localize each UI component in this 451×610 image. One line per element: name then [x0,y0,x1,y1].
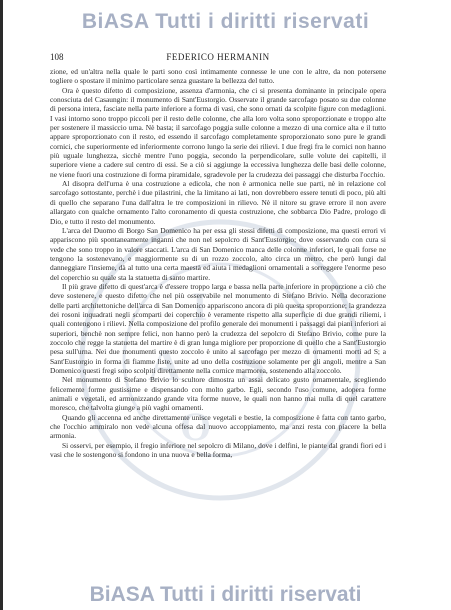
paragraph: zione, ed un'altra nella quale le parti sono così intimamente connesse le une con le altre, da non potersene togliere o spostare il minimo particolare senza guastare la bellezza del tutto. [50,67,386,86]
svg-text:S: S [240,339,266,390]
paragraph: Si osservi, per esempio, il fregio inferiore nel sepolcro di Milano, dove i delfini, le piante dal grandi fiori ed i vasi che le sostengono si fondono in una nuova e bella forma, [50,440,386,460]
svg-text:I: I [192,284,208,329]
paragraph: Al disopra dell'urna è una costruzione a edicola, che non è armonica nelle sue parti, nè in relazione col sarcofago sottostante, perchè i due pilastrini, che la limitano ai lati, non dovrebbero essere tenuti di poco, più alti di quello che separano l'una dall'altra le tre composizioni in rilievo. Nè il nitore su grave errore il non avere allargato con qualche ornamento l'alto coronamento di questa costruzione, che sobbarca Dio Padre, prologo di Dio, e tutto il resto del monumento. [50,179,386,226]
paragraph: Nel monumento di Stefano Brivio lo scultore dimostra un assai delicato gusto ornamentale, scegliendo felicemente forme gustissime e dispensando con molto garbo. Egli, secondo l'uso comune, adopera forme animali e vegetali, ed armonizzando grande vita forme nuove, le quali non hanno mai nulla di quel carattere moresco, che talvolta giunge a più vaghi ornamenti. [50,375,386,413]
running-title: FEDERICO HERMANIN [166,52,270,62]
body-text [50,67,386,587]
paragraph: Quando gli accenna ed anche direttamente unisce vegetali e bestie, la composizione è fatta con tanto garbo, che l'occhio ammiralo non vede alcuna offesa dal nuovo accoppiamento, ma anzi resta con piacere la bella armonia. [50,412,386,441]
page-header [50,52,386,64]
watermark-bottom: BiASA Tutti i diritti riservati [89,583,362,606]
svg-text:O: O [180,404,212,449]
paragraph: Ora è questo difetto di composizione, assenza d'armonia, che ci si presenta dominante in principale opera conosciuta del Casaungin: il monumento di Sant'Eustorgio. Osservate il grande sarcofago posato su due colonne di persona intera, fasciate nella parte inferiore a forma di vasi, che sono ornati da scolpite figure con medaglioni. I vasi intorno sono troppo piccoli per il resto delle colonne, che alla loro volta sono sproporzionate e troppo alte per sostenere il massiccio urna. Nè basta; il sarcofago poggia sulle colonne a mezzo di una cornice alta e il tutto appare sproporzionato con il resto, ed essendo il sarcofago completamente sproporzionato sono pure le grandi cornici, che superiormente ed inferiormente corrono lungo la serie dei rilievi. I due fregi fra le cornici non hanno più uguale lunghezza, sicchè mentre l'uno poggia, secondo la perpendicolare, sulle volute dei capitelli, il superiore viene a cadere sul centro di essi. Se a ciò si aggiunge la eccessiva lunghezza delle basi delle colonne, ne viene fuori una costruzione di forma piramidale, sgradevole per la crudezza dei passaggi che disturba l'occhio. [50,85,386,179]
scan-border [0,0,3,610]
svg-text:A: A [148,339,182,390]
paragraph: L'arca del Duomo di Borgo San Domenico ha per essa gli stessi difetti di composizione, ma questi errori vi appariscono più spontaneamente inganni che non nel sepolcro di Sant'Eustorgio; dove osservando con cura si vede che sono troppo in valore staccati. L'arca di San Domenico manca delle colonne inferiori, le quali forse ne tengono la sostenevano, e maggiormente su di un rozzo zoccolo, alto circa un metro, che però lungi dal danneggiare l'insieme, dà al tutto una certa maestà ed aiuta i medaglioni ornamentali a sorreggere l'enorme peso del coperchio su quale sta la statuetta di santo martire. [50,225,386,282]
paragraph: Il più grave difetto di quest'arca è d'essere troppo larga e bassa nella parte inferiore in proporzione a ciò che deve sostenere, e questo difetto che nel più osservabile nel monumento di Stefano Brivio. Nella decorazione delle parti architettoniche dell'arca di San Domenico appariscono ancora di più questa sproporzione; la grandezza dei rosoni inquadrati negli scomparti dei coperchio è veramente rispetto alla superficie di due grandi riliemi, i quali contengono i rilievi. Nella composizione del profilo generale dei monumenti i passaggi dai piani inferiori ai superiori, benchè non sempre felici, non hanno però la crudezza del sepolcro di Stefano Brivio, come pure la zoccolo che regge la statuetta del martire è di gran lunga migliore per proporzione di quello che a Sant'Eustorgio pesa sull'urna. Nei due monumenti questo zoccolo è unito al sarcofago per mezzo di ornamenti morti ad S; a Sant'Eustorgio in forma di fiamme liste, unite ad uno della costruzione solamente per gli angoli, mentre a San Domenico questi fregi sono scolpiti direttamente nella cornice marmorea, sostenendo alla zoccolo. [50,281,386,375]
page-number: 108 [50,52,64,62]
watermark-top: BiASA Tutti i diritti riservati [81,10,370,33]
